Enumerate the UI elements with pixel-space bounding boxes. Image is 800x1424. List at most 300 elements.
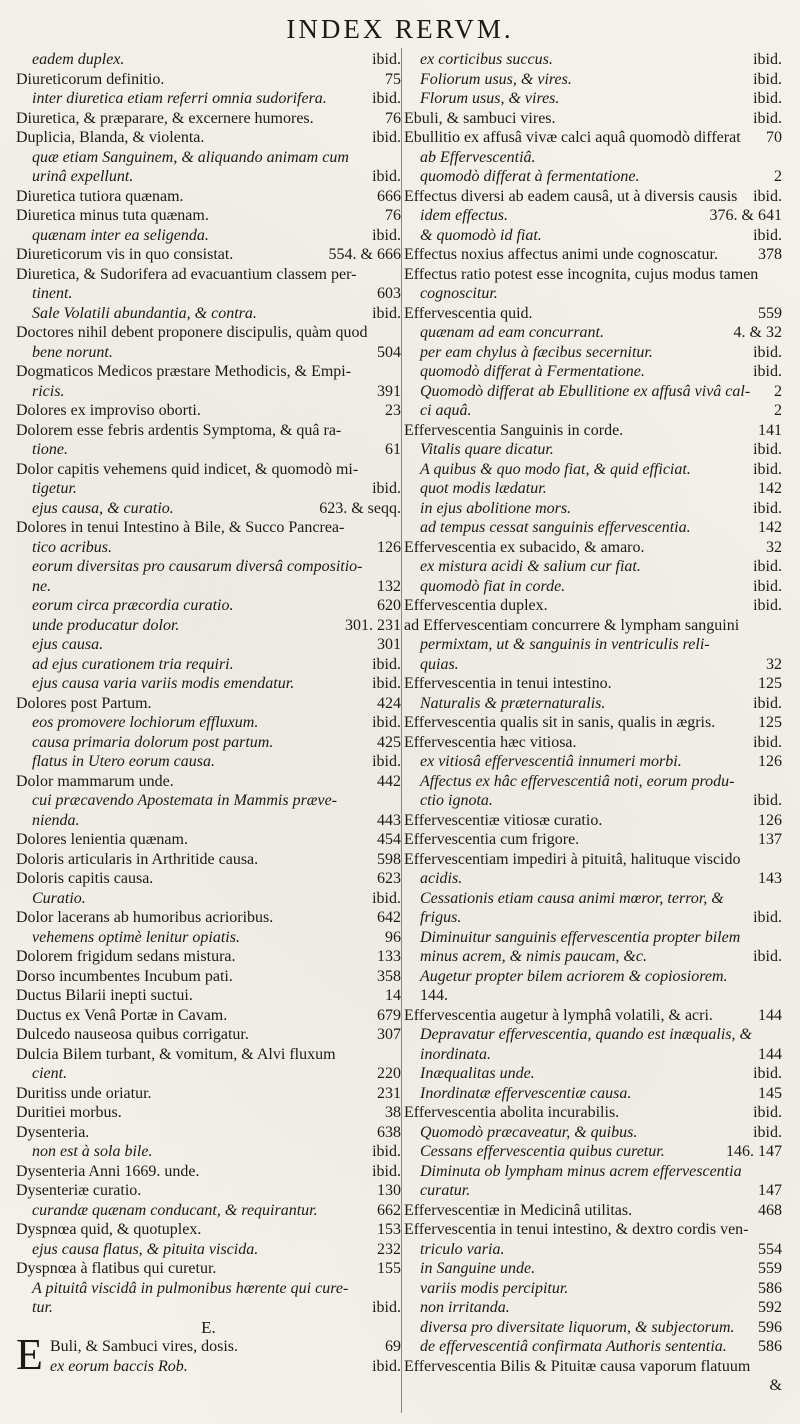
entry-text: Dolores in tenui Intestino à Bile, & Succo Pancrea-	[16, 519, 345, 536]
right-column	[404, 50, 782, 1396]
entry-text: E.	[201, 1317, 216, 1337]
entry-text: ex vitiosâ effervescentiâ innumeri morbi.	[420, 753, 682, 770]
entry-page-ref: 155	[377, 1260, 401, 1277]
entry-page-ref: 586	[758, 1338, 782, 1355]
index-entry	[16, 1025, 401, 1045]
index-entry	[404, 460, 782, 480]
entry-text: Inæqualitas unde.	[420, 1065, 535, 1082]
entry-page-ref: 69	[385, 1338, 401, 1355]
entry-text: quomodò differat à fermentatione.	[420, 168, 640, 185]
index-entry	[404, 1064, 782, 1084]
index-entry	[404, 226, 782, 246]
entry-text: tione.	[32, 441, 68, 458]
entry-page-ref: 147	[758, 1182, 782, 1199]
index-entry	[16, 206, 401, 226]
index-entry	[404, 304, 782, 324]
entry-text: ex mistura acidi & salium cur fiat.	[420, 558, 641, 575]
entry-text: urinâ expellunt.	[32, 168, 134, 185]
index-entry	[16, 674, 401, 694]
entry-text: Diureticorum vis in quo consistat.	[16, 246, 234, 263]
entry-text: Effervescentia duplex.	[404, 597, 548, 614]
entry-text: Dolor capitis vehemens quid indicet, & quomodò mi-	[16, 460, 359, 478]
entry-page-ref: 61	[385, 441, 401, 458]
index-entry	[404, 206, 782, 226]
index-entry	[16, 635, 401, 655]
index-entry	[404, 1279, 782, 1299]
entry-page-ref: 642	[377, 909, 401, 926]
index-entry	[404, 1142, 782, 1162]
index-entry	[404, 1318, 782, 1338]
entry-page-ref: 554	[758, 1240, 782, 1258]
entry-page-ref: 596	[758, 1318, 782, 1336]
index-entry	[404, 947, 782, 967]
entry-text: ex eorum baccis Rob.	[50, 1357, 188, 1375]
index-entry	[16, 1045, 401, 1065]
index-entry	[404, 596, 782, 616]
index-entry	[404, 889, 782, 909]
entry-text: Diureticorum definitio.	[16, 70, 165, 88]
index-entry	[404, 928, 782, 948]
entry-page-ref: ibid.	[753, 733, 782, 751]
index-entry	[16, 791, 401, 811]
index-entry	[16, 1318, 401, 1338]
index-entry	[16, 1181, 401, 1201]
index-entry	[16, 1123, 401, 1143]
entry-text: cognoscitur.	[420, 285, 498, 302]
index-entry	[404, 635, 782, 655]
entry-text: ejus causa.	[32, 636, 104, 653]
entry-page-ref: 126	[758, 811, 782, 829]
index-entry	[404, 655, 782, 675]
entry-text: Dogmaticos Medicos præstare Methodicis, & Empi-	[16, 363, 352, 380]
entry-text: Effervescentia in tenui intestino.	[404, 675, 612, 692]
entry-page-ref: 144	[758, 1045, 782, 1063]
index-entry	[404, 1084, 782, 1104]
entry-text: acidis.	[420, 870, 463, 887]
entry-text: Doloris capitis causa.	[16, 870, 154, 887]
index-entry	[16, 401, 401, 421]
index-entry	[16, 616, 401, 636]
index-entry	[16, 752, 401, 772]
entry-text: curatur.	[420, 1182, 471, 1199]
entry-page-ref: 425	[377, 733, 401, 751]
entry-page-ref: ibid.	[372, 1162, 401, 1180]
index-entry	[16, 1142, 401, 1162]
entry-text: & quomodò id fiat.	[420, 226, 542, 244]
entry-text: Inordinatæ effervescentiæ causa.	[420, 1084, 632, 1102]
entry-page-ref: 559	[758, 1260, 782, 1277]
index-entry	[16, 1103, 401, 1123]
entry-page-ref: 504	[377, 343, 401, 361]
column-divider	[401, 48, 402, 1413]
entry-text: quias.	[420, 655, 459, 673]
index-entry	[404, 148, 782, 168]
index-entry	[16, 850, 401, 870]
entry-page-ref: 662	[377, 1201, 401, 1219]
index-entry	[404, 1220, 782, 1240]
index-entry	[16, 499, 401, 519]
entry-page-ref: ibid.	[753, 1123, 782, 1141]
entry-page-ref: 623	[377, 870, 401, 887]
entry-page-ref: 32	[766, 655, 782, 673]
entry-page-ref: 559	[758, 304, 782, 322]
index-entry	[16, 1298, 401, 1318]
index-entry	[404, 1162, 782, 1182]
entry-page-ref: ibid.	[753, 558, 782, 575]
entry-page-ref: 301	[377, 636, 401, 653]
entry-text: Duritiss unde oriatur.	[16, 1084, 152, 1102]
index-entry	[16, 323, 401, 343]
entry-text: Effervescentia augetur à lymphâ volatili, & acri.	[404, 1006, 713, 1024]
index-entry	[16, 947, 401, 967]
entry-text: non est à sola bile.	[32, 1143, 153, 1160]
entry-text: in ejus abolitione mors.	[420, 499, 572, 517]
entry-text: ejus causa, & curatio.	[32, 499, 174, 517]
entry-text: Effervescentia qualis sit in sanis, qualis in ægris.	[404, 714, 716, 731]
index-entry	[16, 479, 401, 499]
entry-text: eorum circa præcordia curatio.	[32, 597, 234, 614]
entry-page-ref: 623. & seqq.	[319, 499, 401, 517]
entry-page-ref: ibid.	[372, 129, 401, 146]
index-entry	[16, 50, 401, 70]
entry-text: quomodò differat à Fermentatione.	[420, 363, 645, 380]
entry-text: cient.	[32, 1065, 68, 1082]
entry-page-ref: 137	[758, 831, 782, 848]
entry-page-ref: 442	[377, 772, 401, 790]
index-entry	[404, 538, 782, 558]
entry-page-ref: ibid.	[372, 655, 401, 673]
entry-text: Effectus diversi ab eadem causâ, ut à diversis causis	[404, 187, 738, 205]
entry-text: Effervescentia ex subacido, & amaro.	[404, 538, 645, 556]
index-entry	[16, 128, 401, 148]
entry-text: variis modis percipitur.	[420, 1279, 569, 1297]
entry-text: curandæ quænam conducant, & requirantur.	[32, 1201, 318, 1219]
entry-page-ref: ibid.	[372, 51, 401, 68]
entry-page-ref: 142	[758, 480, 782, 497]
entry-text: Diuretica tutiora quænam.	[16, 187, 184, 205]
entry-text: per eam chylus à fæcibus secernitur.	[420, 343, 653, 361]
index-entry	[16, 830, 401, 850]
index-entry	[16, 1006, 401, 1026]
index-entry	[16, 148, 401, 168]
entry-page-ref: ibid.	[372, 304, 401, 322]
entry-page-ref: 132	[377, 577, 401, 595]
entry-text: triculo varia.	[420, 1240, 505, 1258]
entry-page-ref: 142	[758, 519, 782, 536]
entry-text: bene norunt.	[32, 343, 113, 361]
entry-page-ref: ibid.	[753, 441, 782, 458]
entry-text: Dolor lacerans ab humoribus acrioribus.	[16, 909, 274, 926]
index-entry	[404, 1376, 782, 1396]
entry-text: Quomodò præcaveatur, & quibus.	[420, 1123, 638, 1141]
entry-text: Duritiei morbus.	[16, 1104, 122, 1121]
index-entry	[16, 343, 401, 363]
index-entry	[404, 109, 782, 129]
index-entry	[404, 1181, 782, 1201]
index-entry	[16, 577, 401, 597]
index-entry	[16, 284, 401, 304]
entry-text: Diuretica minus tuta quænam.	[16, 207, 209, 224]
entry-text: inter diuretica etiam referri omnia sudorifera.	[32, 90, 327, 107]
entry-text: Diuretica, & Sudorifera ad evacuantium classem per-	[16, 265, 357, 283]
index-entry	[16, 967, 401, 987]
entry-page-ref: 638	[377, 1123, 401, 1141]
entry-page-ref: 14	[385, 987, 401, 1004]
entry-page-ref: ibid.	[753, 499, 782, 517]
index-entry	[16, 733, 401, 753]
index-entry	[404, 830, 782, 850]
entry-page-ref: ibid.	[753, 694, 782, 712]
index-entry	[404, 479, 782, 499]
index-entry	[16, 304, 401, 324]
entry-page-ref: ibid.	[372, 168, 401, 185]
entry-page-ref: 598	[377, 850, 401, 868]
entry-page-ref: ibid.	[753, 577, 782, 595]
entry-text: Cessationis etiam causa animi mœror, terror, &	[420, 889, 724, 907]
entry-text: Dolores ex improviso oborti.	[16, 402, 201, 419]
index-entry	[404, 1006, 782, 1026]
entry-text: ctio ignota.	[420, 792, 493, 809]
entry-text: ad ejus curationem tria requiri.	[32, 655, 234, 673]
index-entry	[16, 596, 401, 616]
index-entry	[16, 694, 401, 714]
index-entry	[404, 440, 782, 460]
index-entry	[404, 187, 782, 207]
entry-text: quomodò fiat in corde.	[420, 577, 566, 595]
index-entry	[404, 557, 782, 577]
entry-page-ref: 232	[377, 1240, 401, 1258]
entry-text: Dolores lenientia quænam.	[16, 831, 188, 848]
entry-text: Diminuitur sanguinis effervescentia propter bilem	[420, 928, 741, 946]
index-entry	[404, 401, 782, 421]
entry-page-ref: 125	[758, 714, 782, 731]
entry-page-ref: ibid.	[753, 1104, 782, 1121]
entry-text: inordinata.	[420, 1045, 491, 1063]
index-entry	[16, 655, 401, 675]
entry-page-ref: ibid.	[753, 909, 782, 926]
index-entry	[16, 869, 401, 889]
entry-page-ref: 592	[758, 1299, 782, 1316]
entry-text: ab Effervescentiâ.	[420, 148, 536, 166]
entry-text: cui præcavendo Apostemata in Mammis præve-	[32, 792, 337, 809]
entry-text: Depravatur effervescentia, quando est inæqualis, &	[420, 1026, 752, 1043]
index-entry	[16, 1064, 401, 1084]
entry-text: ex corticibus succus.	[420, 51, 553, 68]
index-entry	[16, 440, 401, 460]
index-entry	[404, 850, 782, 870]
index-entry	[404, 772, 782, 792]
entry-page-ref: ibid.	[372, 675, 401, 692]
entry-text: ejus causa flatus, & pituita viscida.	[32, 1240, 259, 1258]
index-entry	[16, 89, 401, 109]
entry-text: Duplicia, Blanda, & violenta.	[16, 129, 205, 146]
entry-text: Effectus ratio potest esse incognita, cujus modus tamen	[404, 265, 759, 283]
entry-text: Sale Volatili abundantia, & contra.	[32, 304, 257, 322]
entry-page-ref: ibid.	[753, 597, 782, 614]
index-entry	[16, 1240, 401, 1260]
index-entry	[16, 1201, 401, 1221]
index-entry	[16, 1357, 401, 1377]
entry-page-ref: ibid.	[372, 480, 401, 497]
index-entry	[404, 908, 782, 928]
entry-page-ref: ibid.	[372, 753, 401, 770]
entry-page-ref: 143	[758, 870, 782, 887]
index-entry	[16, 538, 401, 558]
entry-text: quæ etiam Sanguinem, & aliquando animam cum	[32, 148, 349, 166]
entry-text: Dysenteria.	[16, 1123, 90, 1141]
entry-page-ref: ibid.	[753, 792, 782, 809]
entry-text: quot modis lædatur.	[420, 480, 547, 497]
entry-page-ref: 144	[758, 1006, 782, 1024]
entry-text: Effervescentia cum frigore.	[404, 831, 580, 848]
entry-text: quænam inter ea seligenda.	[32, 226, 209, 244]
entry-text: Affectus ex hâc effervescentiâ noti, eorum produ-	[420, 772, 735, 790]
entry-text: Florum usus, & vires.	[420, 90, 560, 107]
entry-text: Ductus Bilarii inepti suctui.	[16, 987, 193, 1004]
entry-text: Diuretica, & præparare, & excernere humores.	[16, 109, 314, 127]
index-entry	[404, 167, 782, 187]
entry-page-ref: ibid.	[753, 70, 782, 88]
entry-text: tigetur.	[32, 480, 77, 497]
entry-page-ref: 70	[766, 129, 782, 146]
entry-text: Effervescentia Bilis & Pituitæ causa vaporum flatuum	[404, 1357, 751, 1375]
index-entry	[404, 1103, 782, 1123]
index-entry	[16, 1279, 401, 1299]
entry-text: causa primaria dolorum post partum.	[32, 733, 274, 751]
entry-page-ref: ibid.	[372, 714, 401, 731]
index-entry	[404, 986, 782, 1006]
entry-page-ref: ibid.	[372, 1357, 401, 1375]
index-entry	[404, 382, 782, 402]
entry-text: nienda.	[32, 811, 80, 829]
index-entry	[404, 1240, 782, 1260]
index-entry	[16, 167, 401, 187]
entry-text: Vitalis quare dicatur.	[420, 441, 554, 458]
entry-page-ref: ibid.	[753, 90, 782, 107]
index-entry	[404, 128, 782, 148]
entry-text: Foliorum usus, & vires.	[420, 70, 572, 88]
entry-page-ref: 76	[385, 207, 401, 224]
index-entry	[16, 70, 401, 90]
entry-page-ref: 454	[377, 831, 401, 848]
entry-page-ref: 141	[758, 421, 782, 439]
entry-page-ref: 603	[377, 285, 401, 302]
index-entry	[404, 499, 782, 519]
entry-page-ref: 126	[377, 538, 401, 556]
entry-text: Dyspnœa à flatibus qui curetur.	[16, 1260, 217, 1277]
index-entry	[404, 713, 782, 733]
entry-page-ref: ibid.	[753, 109, 782, 127]
entry-text: Effervescentiæ in Medicinâ utilitas.	[404, 1201, 633, 1219]
index-entry	[404, 1357, 782, 1377]
index-entry	[404, 323, 782, 343]
index-entry	[404, 1201, 782, 1221]
entry-text: Dorso incumbentes Incubum pati.	[16, 967, 233, 985]
entry-text: eadem duplex.	[32, 51, 125, 68]
entry-page-ref: ibid.	[372, 1143, 401, 1160]
entry-page-ref: ibid.	[753, 363, 782, 380]
entry-text: Doloris articularis in Arthritide causa.	[16, 850, 259, 868]
index-entry	[404, 265, 782, 285]
index-entry	[404, 1045, 782, 1065]
entry-page-ref: 145	[758, 1084, 782, 1102]
entry-page-ref: ibid.	[753, 948, 782, 965]
entry-text: Augetur propter bilem acriorem & copiosiorem.	[420, 967, 728, 985]
index-entry	[404, 733, 782, 753]
entry-text: Dulcedo nauseosa quibus corrigatur.	[16, 1026, 249, 1043]
entry-text: Dysenteria Anni 1669. unde.	[16, 1162, 200, 1180]
entry-text: Effervescentia abolita incurabilis.	[404, 1104, 620, 1121]
index-entry	[16, 460, 401, 480]
entry-page-ref: 231	[377, 1084, 401, 1102]
entry-text: unde producatur dolor.	[32, 616, 180, 634]
entry-text: Effervescentiam impediri à pituitâ, halituque viscido	[404, 850, 741, 868]
entry-text: vehemens optimè lenitur opiatis.	[32, 928, 240, 946]
index-entry	[16, 265, 401, 285]
entry-text: ci aquâ.	[420, 402, 472, 419]
entry-text: ejus causa varia variis modis emendatur.	[32, 675, 295, 692]
entry-text: quænam ad eam concurrant.	[420, 324, 604, 341]
index-entry	[404, 694, 782, 714]
entry-text: Naturalis & præternaturalis.	[420, 694, 606, 712]
index-entry	[404, 1123, 782, 1143]
index-entry	[404, 1259, 782, 1279]
entry-page-ref: 75	[385, 70, 401, 88]
entry-page-ref: ibid.	[753, 187, 782, 205]
entry-text: Doctores nihil debent proponere discipulis, quàm quod	[16, 324, 368, 341]
entry-text: diversa pro diversitate liquorum, & subjectorum.	[420, 1318, 735, 1336]
index-entry	[16, 557, 401, 577]
entry-page-ref: 307	[377, 1026, 401, 1043]
entry-text: Effervescentia quid.	[404, 304, 533, 322]
entry-text: Quomodò differat ab Ebullitione ex affusâ vivâ cal-	[420, 382, 751, 400]
entry-page-ref: 2	[774, 168, 782, 185]
index-entry	[404, 362, 782, 382]
entry-text: Effervescentia hæc vitiosa.	[404, 733, 577, 751]
index-entry	[16, 421, 401, 441]
entry-page-ref: ibid.	[372, 90, 401, 107]
entry-text: Buli, & Sambuci vires, dosis.	[50, 1338, 238, 1355]
entry-text: minus acrem, & nimis paucam, &c.	[420, 948, 647, 965]
entry-text: in Sanguine unde.	[420, 1260, 536, 1277]
index-entry	[16, 986, 401, 1006]
index-entry	[16, 1162, 401, 1182]
entry-page-ref: ibid.	[753, 51, 782, 68]
index-entry	[16, 713, 401, 733]
entry-text: ne.	[32, 577, 52, 595]
entry-text: Diminuta ob lympham minus acrem effervescentia	[420, 1162, 742, 1180]
entry-page-ref: 125	[758, 675, 782, 692]
entry-page-ref: 23	[385, 402, 401, 419]
entry-text: tur.	[32, 1299, 53, 1316]
entry-text: Dulcia Bilem turbant, & vomitum, & Alvi fluxum	[16, 1045, 336, 1063]
index-entry	[16, 245, 401, 265]
index-entry	[16, 1220, 401, 1240]
entry-text: ricis.	[32, 382, 65, 400]
entry-page-ref: 153	[377, 1221, 401, 1238]
index-entry	[16, 226, 401, 246]
entry-page-ref: 301. 231	[345, 616, 401, 634]
entry-text: A pituitâ viscidâ in pulmonibus hærente qui cure-	[32, 1279, 349, 1297]
entry-text: tico acribus.	[32, 538, 112, 556]
entry-text: permixtam, ut & sanguinis in ventriculis reli-	[420, 636, 710, 653]
entry-page-ref: 38	[385, 1104, 401, 1121]
entry-text: Curatio.	[32, 889, 86, 907]
entry-page-ref: 443	[377, 811, 401, 829]
entry-page-ref: 586	[758, 1279, 782, 1297]
entry-text: Ductus ex Venâ Portæ in Cavam.	[16, 1006, 228, 1024]
index-entry	[404, 752, 782, 772]
